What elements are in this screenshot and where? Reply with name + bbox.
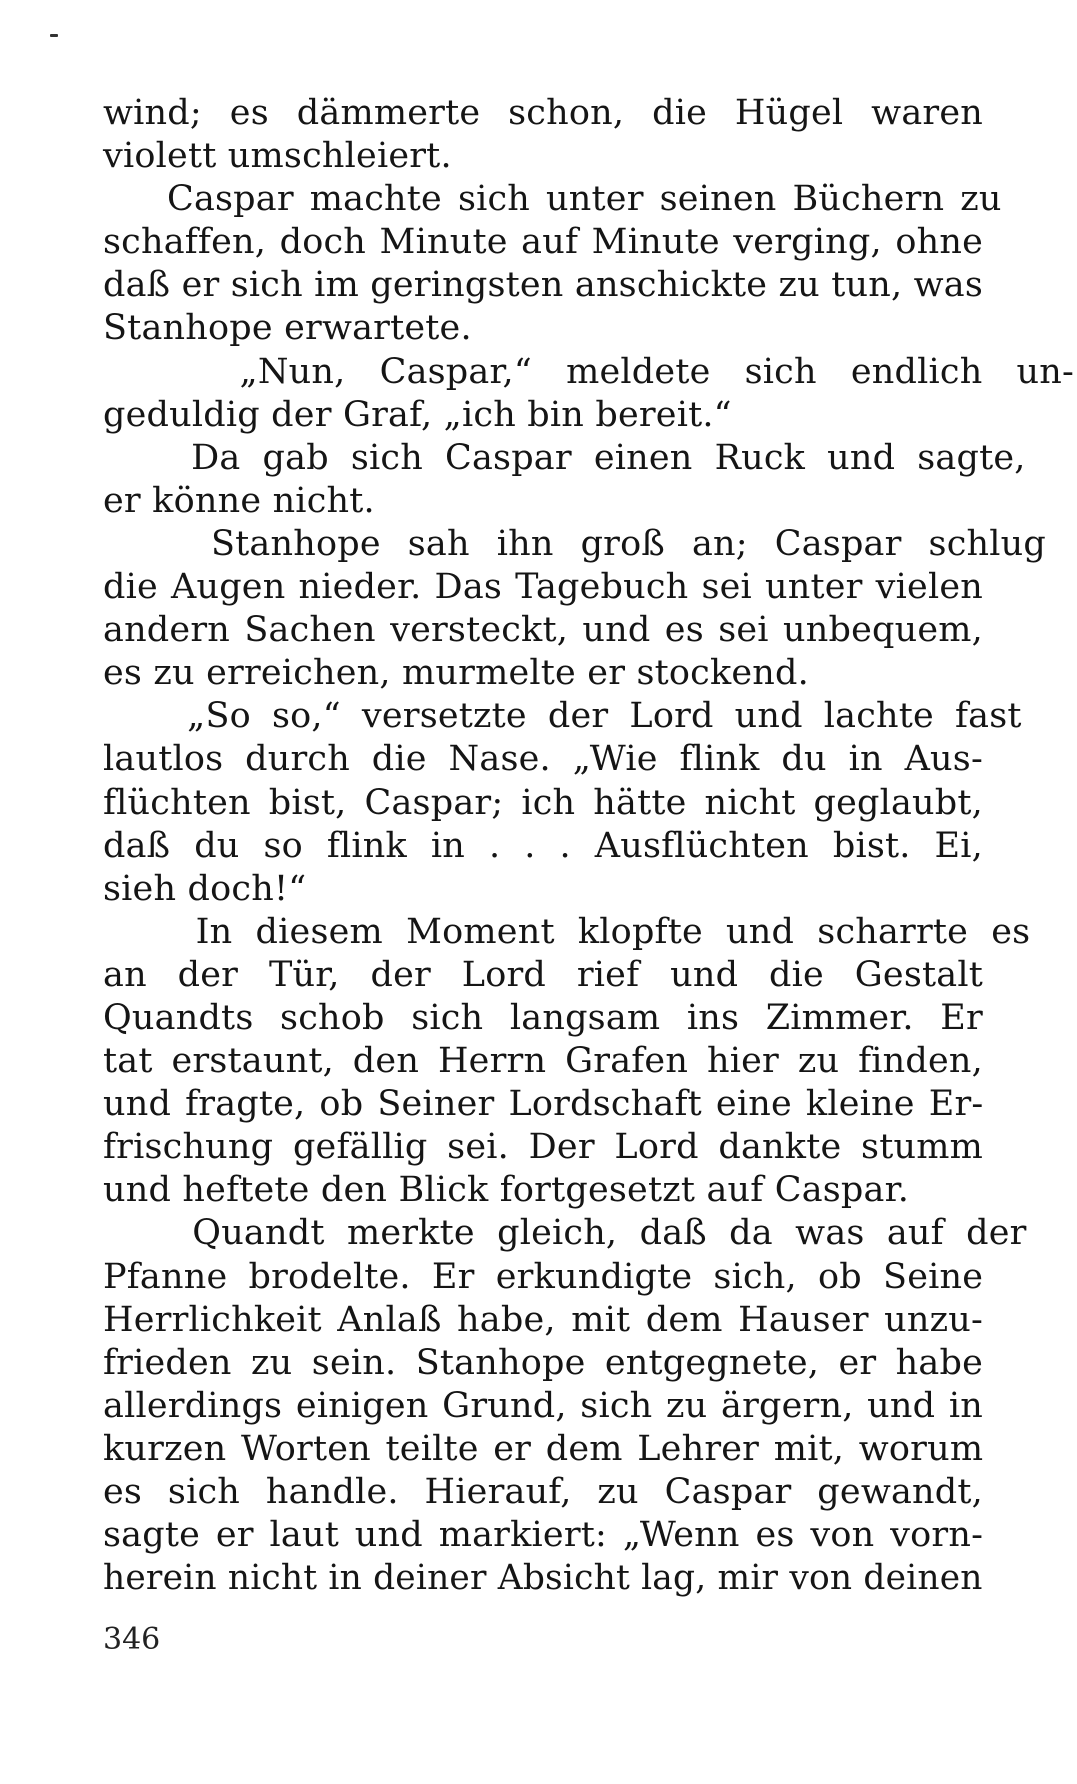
text-line: „Nun, Caspar,“ meldete sich endlich un- <box>103 351 1075 392</box>
text-line: Stanhope sah ihn groß an; Caspar schlug <box>103 523 1046 564</box>
text-line: frieden zu sein. Stanhope entgegnete, er habe <box>103 1342 983 1383</box>
text-line: die Augen nieder. Das Tagebuch sei unter vielen <box>103 567 983 608</box>
text-line: Pfanne brodelte. Er erkundigte sich, ob Seine <box>103 1256 984 1297</box>
text-line: Quandts schob sich langsam ins Zimmer. Er <box>103 997 983 1038</box>
text-line: daß du so flink in . . . Ausflüchten bist. Ei, <box>103 825 983 866</box>
text-line: und fragte, ob Seiner Lordschaft eine kleine Er- <box>103 1084 984 1125</box>
text-line: und heftete den Blick fortgesetzt auf Caspar. <box>103 1170 910 1211</box>
text-line: es zu erreichen, murmelte er stockend. <box>103 653 809 694</box>
text-line: wind; es dämmerte schon, die Hügel waren <box>103 93 983 133</box>
text-line: flüchten bist, Caspar; ich hätte nicht geglaubt, <box>103 782 983 823</box>
text-line: tat erstaunt, den Herrn Grafen hier zu finden, <box>103 1041 983 1082</box>
text-line: Da gab sich Caspar einen Ruck und sagte, <box>103 437 1026 478</box>
text-line: lautlos durch die Nase. „Wie flink du in Aus- <box>103 739 983 780</box>
text-line: an der Tür, der Lord rief und die Gestalt <box>103 954 983 995</box>
text-line: daß er sich im geringsten anschickte zu tun, was <box>103 265 983 306</box>
text-line: sagte er laut und markiert: „Wenn es von vorn- <box>103 1515 984 1556</box>
text-line: „So so,“ versetzte der Lord und lachte fast <box>103 696 1022 737</box>
text-line: andern Sachen versteckt, und es sei unbequem, <box>103 610 983 651</box>
text-line: sieh doch!“ <box>103 868 307 909</box>
text-line: es sich handle. Hierauf, zu Caspar gewandt, <box>103 1472 983 1512</box>
body-text <box>103 92 1075 1600</box>
ink-speck <box>50 34 58 37</box>
text-line: herein nicht in deiner Absicht lag, mir von deinen <box>103 1558 983 1599</box>
text-line: Quandt merkte gleich, daß da was auf der <box>103 1213 1027 1254</box>
text-line: Caspar machte sich unter seinen Büchern zu <box>103 179 1002 220</box>
text-line: kurzen Worten teilte er dem Lehrer mit, worum <box>103 1428 984 1469</box>
text-line: er könne nicht. <box>103 480 375 521</box>
text-line: allerdings einigen Grund, sich zu ärgern, und in <box>103 1385 983 1426</box>
page-number: 346 <box>103 1622 161 1657</box>
text-line: frischung gefällig sei. Der Lord dankte stumm <box>103 1127 983 1168</box>
text-line: schaffen, doch Minute auf Minute verging, ohne <box>103 222 983 263</box>
text-line: geduldig der Graf, „ich bin bereit.“ <box>103 394 732 435</box>
text-line: In diesem Moment klopfte und scharrte es <box>103 911 1031 952</box>
text-line: Stanhope erwartete. <box>103 308 472 349</box>
text-line: violett umschleiert. <box>103 136 452 177</box>
text-line: Herrlichkeit Anlaß habe, mit dem Hauser unzu- <box>103 1299 984 1340</box>
